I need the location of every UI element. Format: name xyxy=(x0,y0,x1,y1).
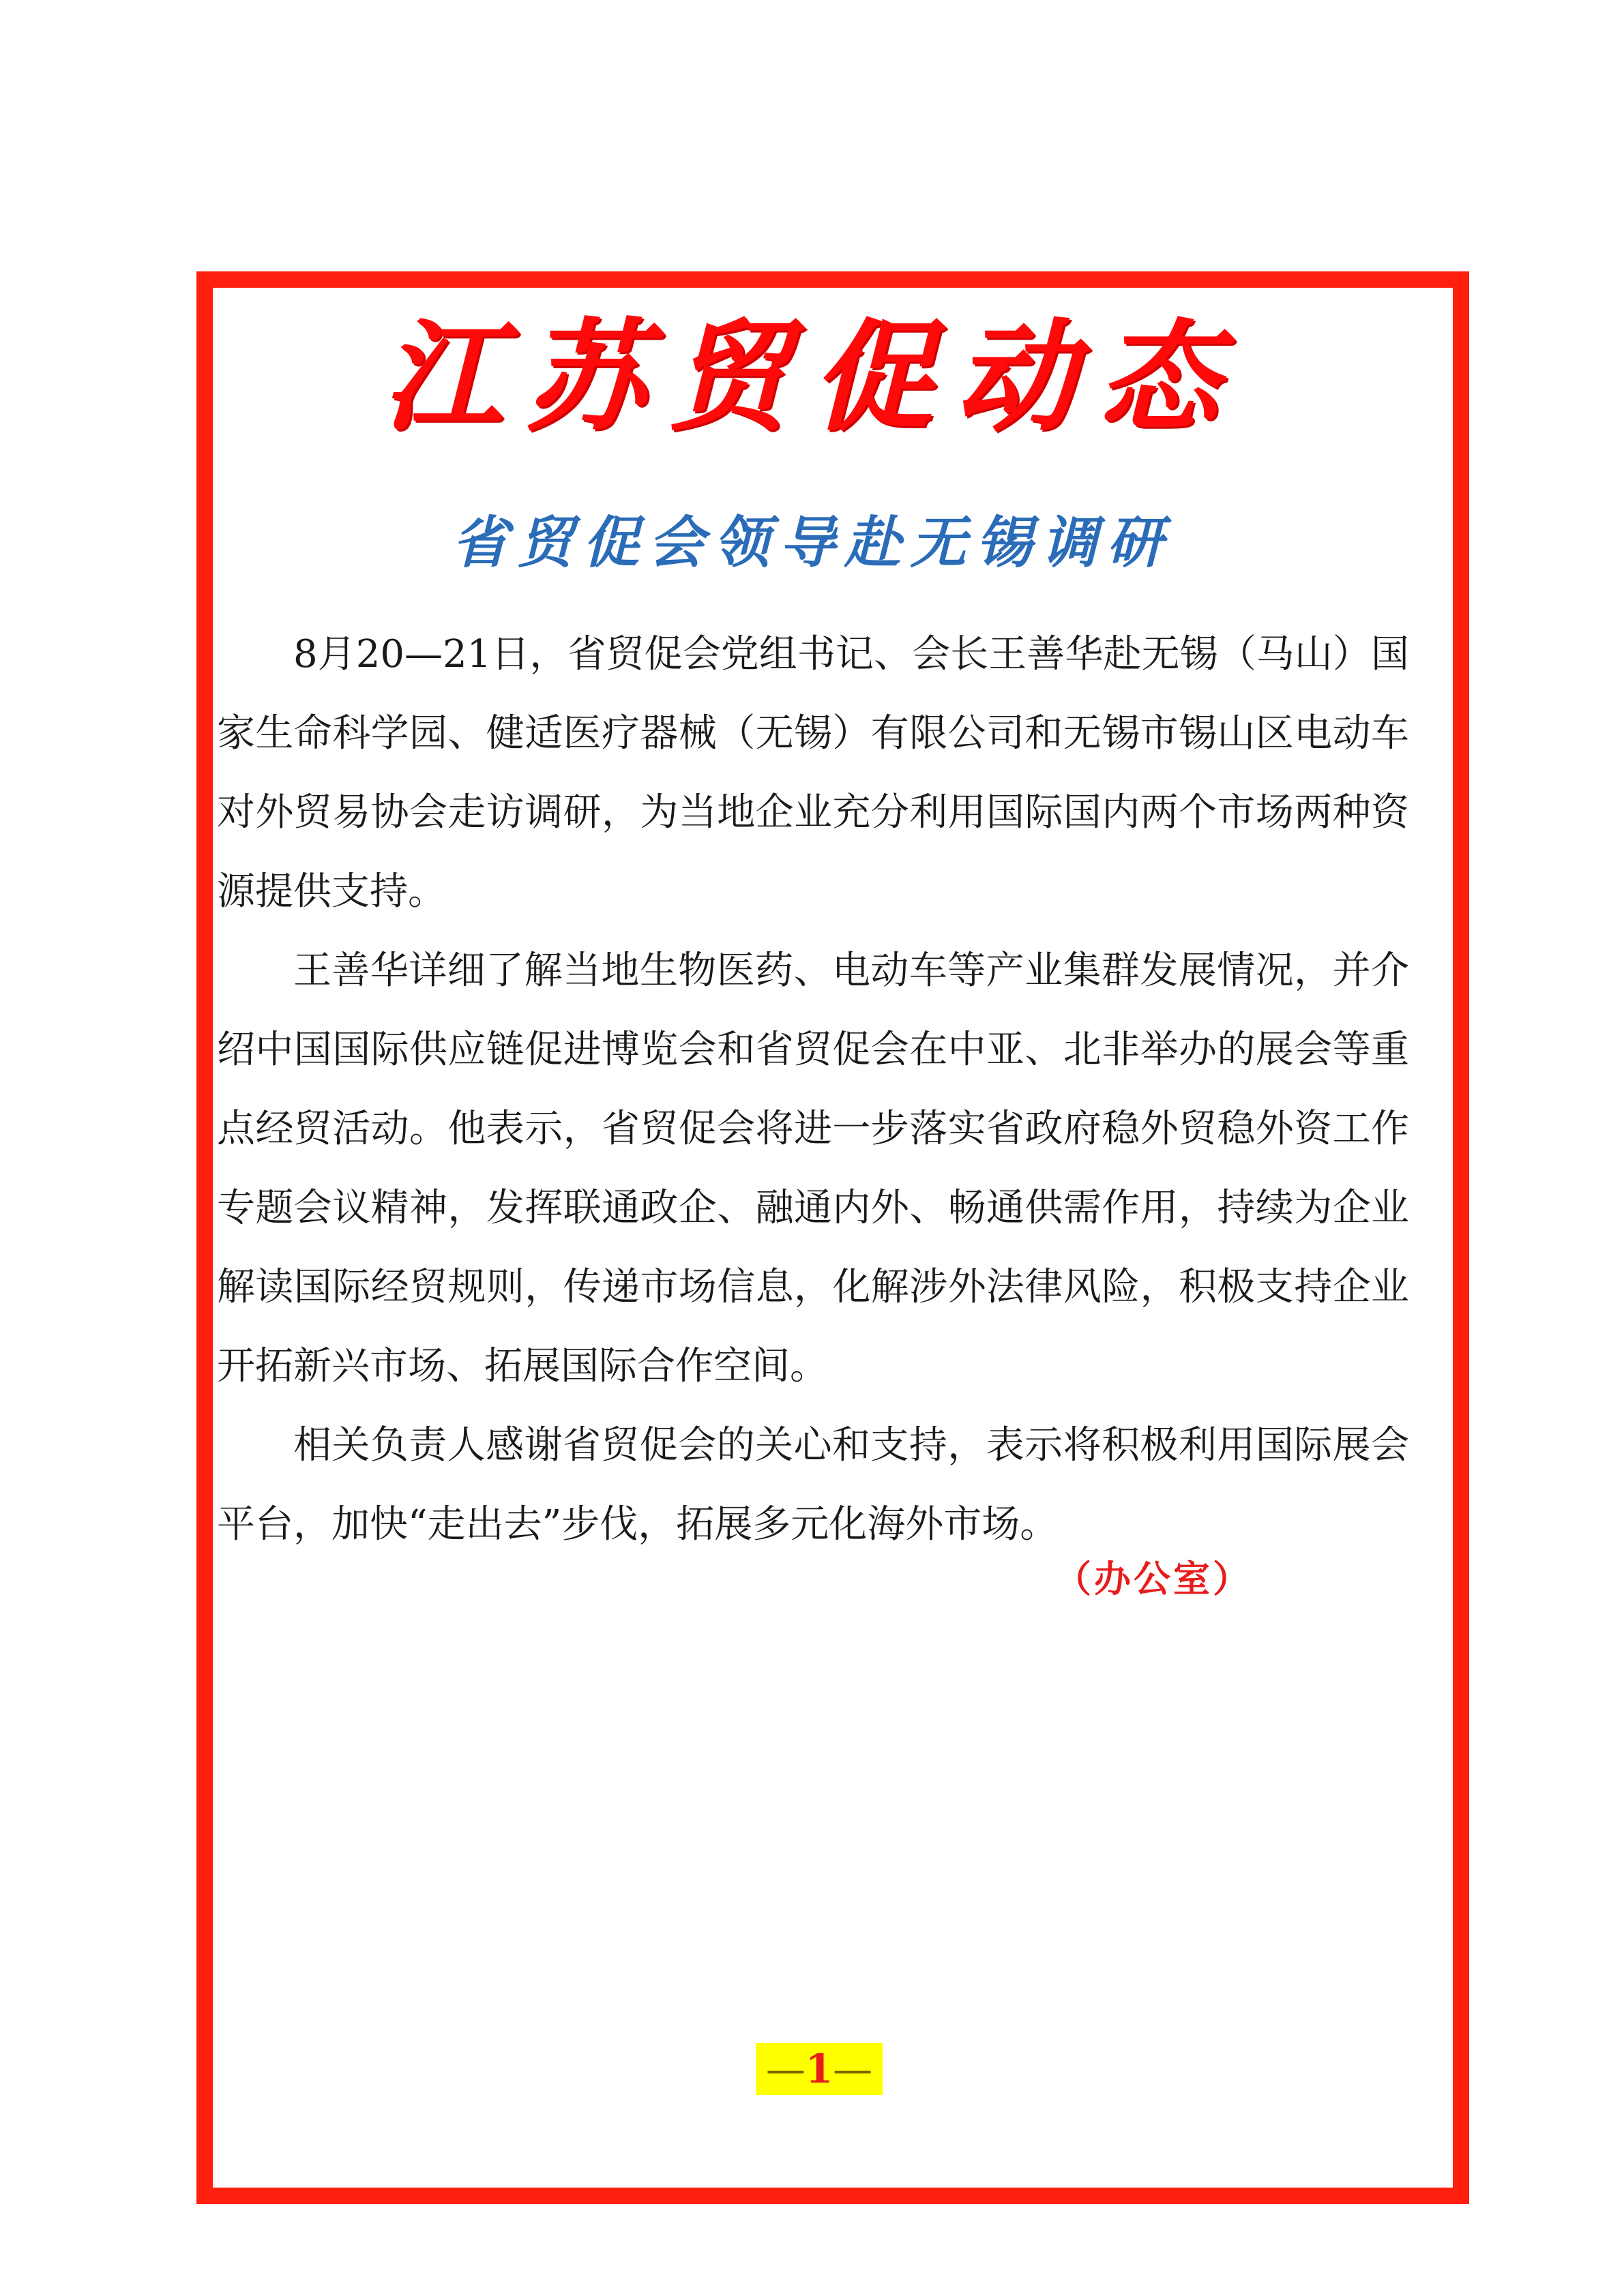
article-body xyxy=(217,615,1409,1564)
page-number xyxy=(756,2043,883,2095)
paragraph-3: 相关负责人感谢省贸促会的关心和支持，表示将积极利用国际展会平台，加快“走出去”步伐，拓展多元化海外市场。 xyxy=(217,1423,1409,1547)
article-headline: 省贸促会领导赴无锡调研 xyxy=(452,510,1172,576)
masthead-title: 江苏贸促动态 xyxy=(382,306,1242,447)
paragraph-1: 8月20—21日，省贸促会党组书记、会长王善华赴无锡（马山）国家生命科学园、健适医疗器械（无锡）有限公司和无锡市锡山区电动车对外贸易协会走访调研，为当地企业充分利用国际国内两个市场两种资源提供支持。 xyxy=(217,632,1409,914)
page-dash-right: — xyxy=(833,2046,873,2092)
signature-office: （办公室） xyxy=(1054,1557,1252,1600)
page-dash-left: — xyxy=(765,2046,806,2092)
page-number-value: 1 xyxy=(805,2046,833,2092)
paragraph-2: 王善华详细了解当地生物医药、电动车等产业集群发展情况，并介绍中国国际供应链促进博览会和省贸促会在中亚、北非举办的展会等重点经贸活动。他表示，省贸促会将进一步落实省政府稳外贸稳外资工作专题会议精神，发挥联通政企、融通内外、畅通供需作用，持续为企业解读国际经贸规则，传递市场信息，化解涉外法律风险，积极支持企业开拓新兴市场、拓展国际合作空间。 xyxy=(217,949,1409,1388)
